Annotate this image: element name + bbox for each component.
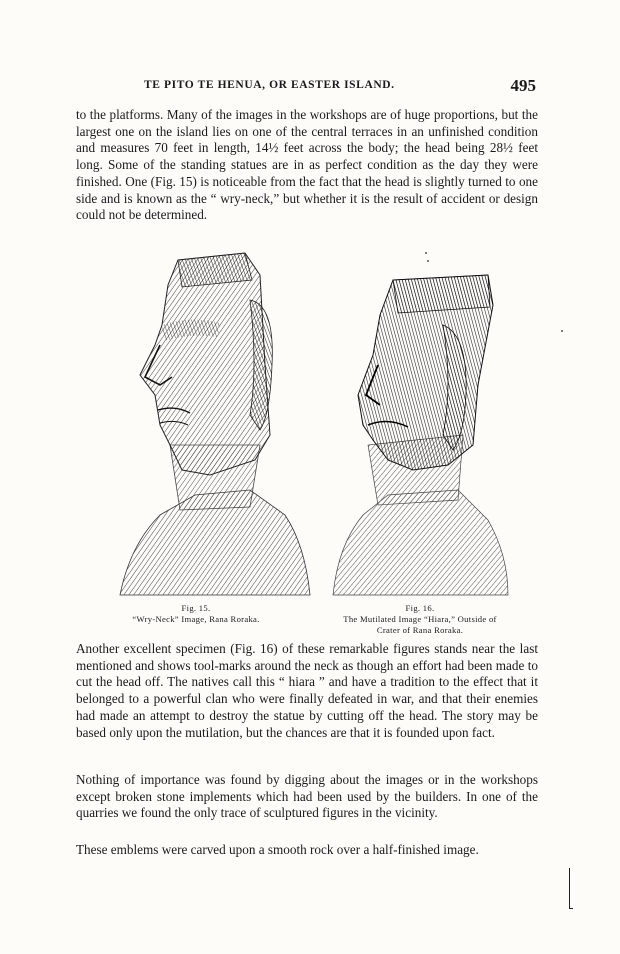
figure-16-caption-line-2: Crater of Rana Roraka.	[376, 625, 464, 635]
page-header	[76, 76, 536, 96]
ink-speck	[427, 260, 429, 262]
figure-16-caption	[300, 603, 540, 636]
figure-16-illustration	[318, 245, 518, 605]
running-title: TE PITO TE HENUA, OR EASTER ISLAND.	[144, 79, 395, 91]
figure-16-number: Fig. 16.	[405, 603, 435, 613]
paragraph-2: Another excellent specimen (Fig. 16) of these remarkable figures stands near the last mentioned and shows tool-marks around the neck as though an effort had been made to cut the head off. The natives call this “ hiara ” and have a tradition to the effect that it belonged to a powerful clan who were finally defeated in war, and that their enemies had made an attempt to destroy the statue by cutting off the head. The story may be based only upon the mutilation, but the chances are that it is founded upon fact.	[76, 641, 538, 740]
ink-speck	[561, 330, 563, 332]
figure-15-caption	[90, 603, 302, 625]
paragraph-1: to the platforms. Many of the images in the workshops are of huge proportions, but the largest one on the island lies on one of the central terraces in an unfinished condition and measures 70 feet in length, 14½ feet across the body; the head being 28½ feet long. Some of the standing statues are in as perfect condition as the day they were finished. One (Fig. 15) is noticeable from the fact that the head is slightly turned to one side and is known as the “ wry-neck,” but whether it is the result of accident or design could not be determined.	[76, 107, 538, 223]
hiara-statue-drawing	[318, 245, 518, 605]
margin-bracket-mark	[569, 868, 573, 909]
figure-15-number: Fig. 15.	[181, 603, 211, 613]
paragraph-3: Nothing of importance was found by digging about the images or in the workshops except broken stone implements which had been used by the builders. In one of the quarries we found the only trace of sculptured figures in the vicinity.	[76, 772, 538, 821]
page-number: 495	[510, 76, 536, 95]
figure-15-caption-text: “Wry-Neck” Image, Rana Roraka.	[132, 614, 260, 624]
figure-16-caption-line-1: The Mutilated Image “Hiara,” Outside of	[343, 614, 497, 624]
ink-speck	[425, 252, 427, 254]
paragraph-4: These emblems were carved upon a smooth rock over a half-finished image.	[76, 842, 479, 857]
wry-neck-statue-drawing	[100, 245, 320, 605]
figure-15-illustration	[100, 245, 320, 605]
